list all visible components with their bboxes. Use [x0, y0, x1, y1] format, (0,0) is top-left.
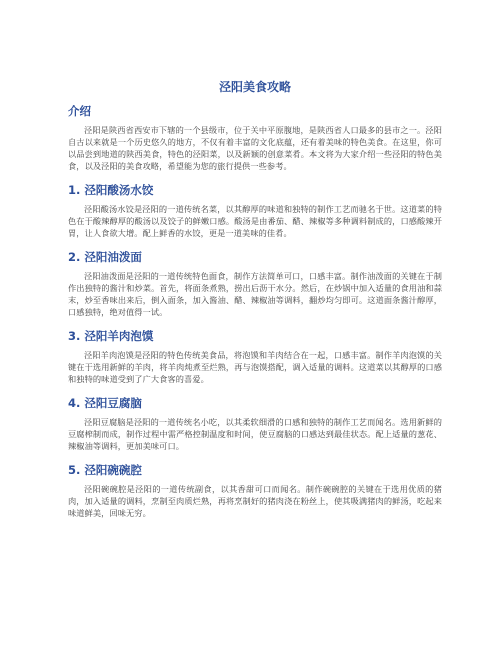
section-oil-noodles: [68, 250, 442, 318]
section-heading-wanwanqiang: 5. 泾阳碗碗腔: [68, 463, 142, 477]
section-body-tofu-pudding: 泾阳豆腐脑是泾阳的一道传统名小吃，以其柔软细滑的口感和独特的制作工艺而闻名。选用新鲜的豆腐榨制而成，制作过程中需严格控制温度和时间，使豆腐脑的口感达到最佳状态。配上适量的葱花、辣椒油等调料，更加美味可口。: [68, 417, 442, 451]
section-heading-dumplings: 1. 泾阳酸汤水饺: [68, 183, 154, 197]
section-heading-mutton-paomo: 3. 泾阳羊肉泡馍: [68, 329, 154, 343]
document-title: 泾阳美食攻略: [218, 80, 291, 94]
section-tofu-pudding: [68, 396, 442, 452]
section-heading-intro: 介绍: [68, 104, 91, 118]
section-body-intro: 泾阳是陕西省西安市下辖的一个县级市，位于关中平原腹地，是陕西省人口最多的县市之一。泾阳自古以来就是一个历史悠久的地方，不仅有着丰富的文化底蕴，还有着美味的特色美食。在这里，你可以品尝到地道的陕西美食，特色的泾阳菜，以及新颖的创意菜肴。本文将为大家介绍一些泾阳的特色美食，以及泾阳的美食攻略，希望能为您的旅行提供一些参考。: [68, 125, 442, 171]
section-heading-tofu-pudding: 4. 泾阳豆腐脑: [68, 396, 142, 410]
section-intro: [68, 104, 442, 172]
section-wanwanqiang: [68, 463, 442, 519]
section-heading-oil-noodles: 2. 泾阳油泼面: [68, 250, 142, 264]
section-mutton-paomo: [68, 329, 442, 385]
section-dumplings: [68, 183, 442, 239]
section-body-oil-noodles: 泾阳油泼面是泾阳的一道传统特色面食，制作方法简单可口，口感丰富。制作油泼面的关键在于制作出独特的酱汁和炒菜。首先，将面条煮熟，捞出后沥干水分。然后，在炒锅中加入适量的食用油和蒜末，炒至香味出来后，倒入面条，加入酱油、醋、辣椒油等调料，翻炒均匀即可。这道面条酱汁醇厚，口感独特，绝对值得一试。: [68, 271, 442, 317]
section-body-wanwanqiang: 泾阳碗碗腔是泾阳的一道传统副食，以其香甜可口而闻名。制作碗碗腔的关键在于选用优质的猪肉，加入适量的调料，烹制至肉质烂熟，再将烹制好的猪肉浇在粉丝上，使其吸满猪肉的鲜汤，吃起来味道鲜美，回味无穷。: [68, 484, 442, 518]
section-body-dumplings: 泾阳酸汤水饺是泾阳的一道传统名菜，以其醇厚的味道和独特的制作工艺而驰名于世。这道菜的特色在于酸辣醇厚的酸汤以及饺子的鲜嫩口感。酸汤是由番茄、醋、辣椒等多种调料制成的，口感酸辣开胃，让人食欲大增。配上鲜香的水饺，更是一道美味的佳肴。: [68, 204, 442, 238]
section-body-mutton-paomo: 泾阳羊肉泡馍是泾阳的特色传统美食品，将泡馍和羊肉结合在一起，口感丰富。制作羊肉泡馍的关键在于选用新鲜的羊肉，将羊肉炖煮至烂熟，再与泡馍搭配，调入适量的调料。这道菜以其醇厚的口感和独特的味道受到了广大食客的喜爱。: [68, 350, 442, 384]
